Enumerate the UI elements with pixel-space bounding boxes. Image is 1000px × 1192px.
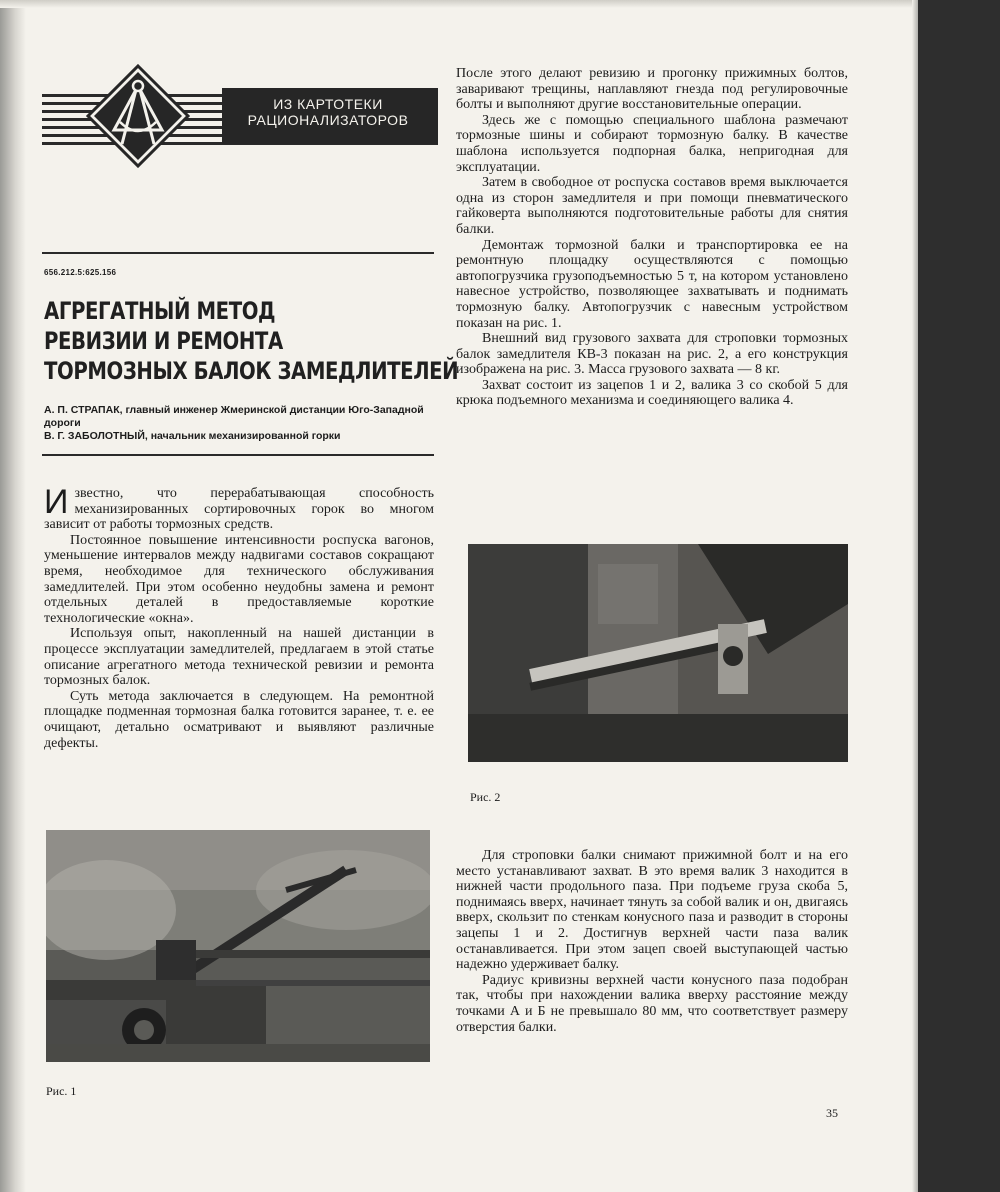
paragraph: После этого делают ревизию и прогонку прижимных болтов, заваривают трещины, наплавляют гнезда под регулировочные болты и выполняют другие восстановительные операции. xyxy=(456,66,848,113)
udc-code: 656.212.5:625.156 xyxy=(44,268,117,277)
paragraph: Затем в свободное от роспуска составов время выключается одна из сторон замедлителя и при помощи пневматического гайковерта выполняются подготовительные работы для снятия балки. xyxy=(456,175,848,237)
scan-left-shadow xyxy=(0,0,26,1192)
author1-role: главный инженер Жмеринской дистанции Юго-Западной дороги xyxy=(44,404,424,429)
scan-top-edge xyxy=(0,0,1000,8)
authors xyxy=(44,404,432,443)
paragraph: Демонтаж тормозной балки и транспортировка ее на ремонтную площадку осуществляются с помощью автопогрузчика грузоподъемностью 5 т, на котором установлено навесное устройство, позволяющее захватывать и поднимать тормозную балку. Автопогрузчик с навесным устройством показан на рис. 1. xyxy=(456,237,848,331)
header-divider xyxy=(42,252,434,254)
right-column-bottom xyxy=(456,848,848,1035)
compass-triangle-icon xyxy=(86,64,190,168)
figure-2-photo xyxy=(468,544,848,762)
figure-1-photo xyxy=(46,830,430,1062)
paragraph: Внешний вид грузового захвата для строповки тормозных балок замедлителя КВ-3 показан на рис. 2, а его конструкция изображена на рис. 3. Масса грузового захвата — 8 кг. xyxy=(456,331,848,378)
paragraph: Используя опыт, накопленный на нашей дистанции в процессе эксплуатации замедлителей, предлагаем в этой статье описание агрегатного метода технической ревизии и ремонта тормозных балок. xyxy=(44,626,434,689)
paragraph: Суть метода заключается в следующем. На ремонтной площадке подменная тормозная балка готовится заранее, т. е. ее очищают, детально осматривают и выявляют различные дефекты. xyxy=(44,688,434,751)
figure-2-caption: Рис. 2 xyxy=(470,790,501,804)
paragraph: Для строповки балки снимают прижимной болт и на его место устанавливают захват. В это время валик 3 находится в нижней части продольного паза. При подъеме груза скоба 5, поднимаясь вверх, начинает тянуть за собой валик и он, двигаясь вверх, скользит по стенкам конусного паза и разводит в стороны зацепы 1 и 2. Достигнув верхней части паза валик останавливается. При этом зацеп своей выступающей частью надежно удерживает балку. xyxy=(456,848,848,973)
right-column-top xyxy=(456,66,848,409)
authors-divider xyxy=(42,454,434,456)
left-column xyxy=(44,483,434,751)
paragraph: Радиус кривизны верхней части конусного паза подобран так, чтобы при нахождении валика вверху расстояние между точками А и Б не превышало 80 мм, что соответствует размеру отверстия балки. xyxy=(456,972,848,1035)
banner-title: ИЗ КАРТОТЕКИ РАЦИОНАЛИЗАТОРОВ xyxy=(247,96,409,128)
dropcap: И xyxy=(44,483,69,521)
author2-name: В. Г. ЗАБОЛОТНЫЙ, xyxy=(44,430,148,442)
article-title: АГРЕГАТНЫЙ МЕТОД РЕВИЗИИ И РЕМОНТА ТОРМОЗНЫХ БАЛОК ЗАМЕДЛИТЕЛЕЙ xyxy=(44,297,459,385)
paragraph: Захват состоит из зацепов 1 и 2, валика 3 со скобой 5 для крюка подъемного механизма и соединяющего валика 4. xyxy=(456,377,848,409)
author2-role: начальник механизированной горки xyxy=(150,430,341,442)
author1-name: А. П. СТРАПАК, xyxy=(44,404,123,416)
paragraph: Известно, что перерабатывающая способность механизированных сортировочных горок во многом зависит от работы тормозных средств. xyxy=(44,483,434,533)
figure-1-caption: Рис. 1 xyxy=(46,1084,77,1098)
paragraph: Постоянное повышение интенсивности роспуска вагонов, уменьшение интервалов между надвигами составов сокращают время, необходимое для технического обслуживания замедлителей. При этом особенно неудобны замена и ремонт отдельных деталей в предоставляемые короткие технологические «окна». xyxy=(44,532,434,626)
paragraph: Здесь же с помощью специального шаблона размечают тормозные шины и собирают тормозную балку. В качестве шаблона используется подпорная балка, непригодная для эксплуатации. xyxy=(456,112,848,175)
page-number: 35 xyxy=(826,1106,838,1120)
scan-right-dark-bar xyxy=(918,0,1000,1192)
